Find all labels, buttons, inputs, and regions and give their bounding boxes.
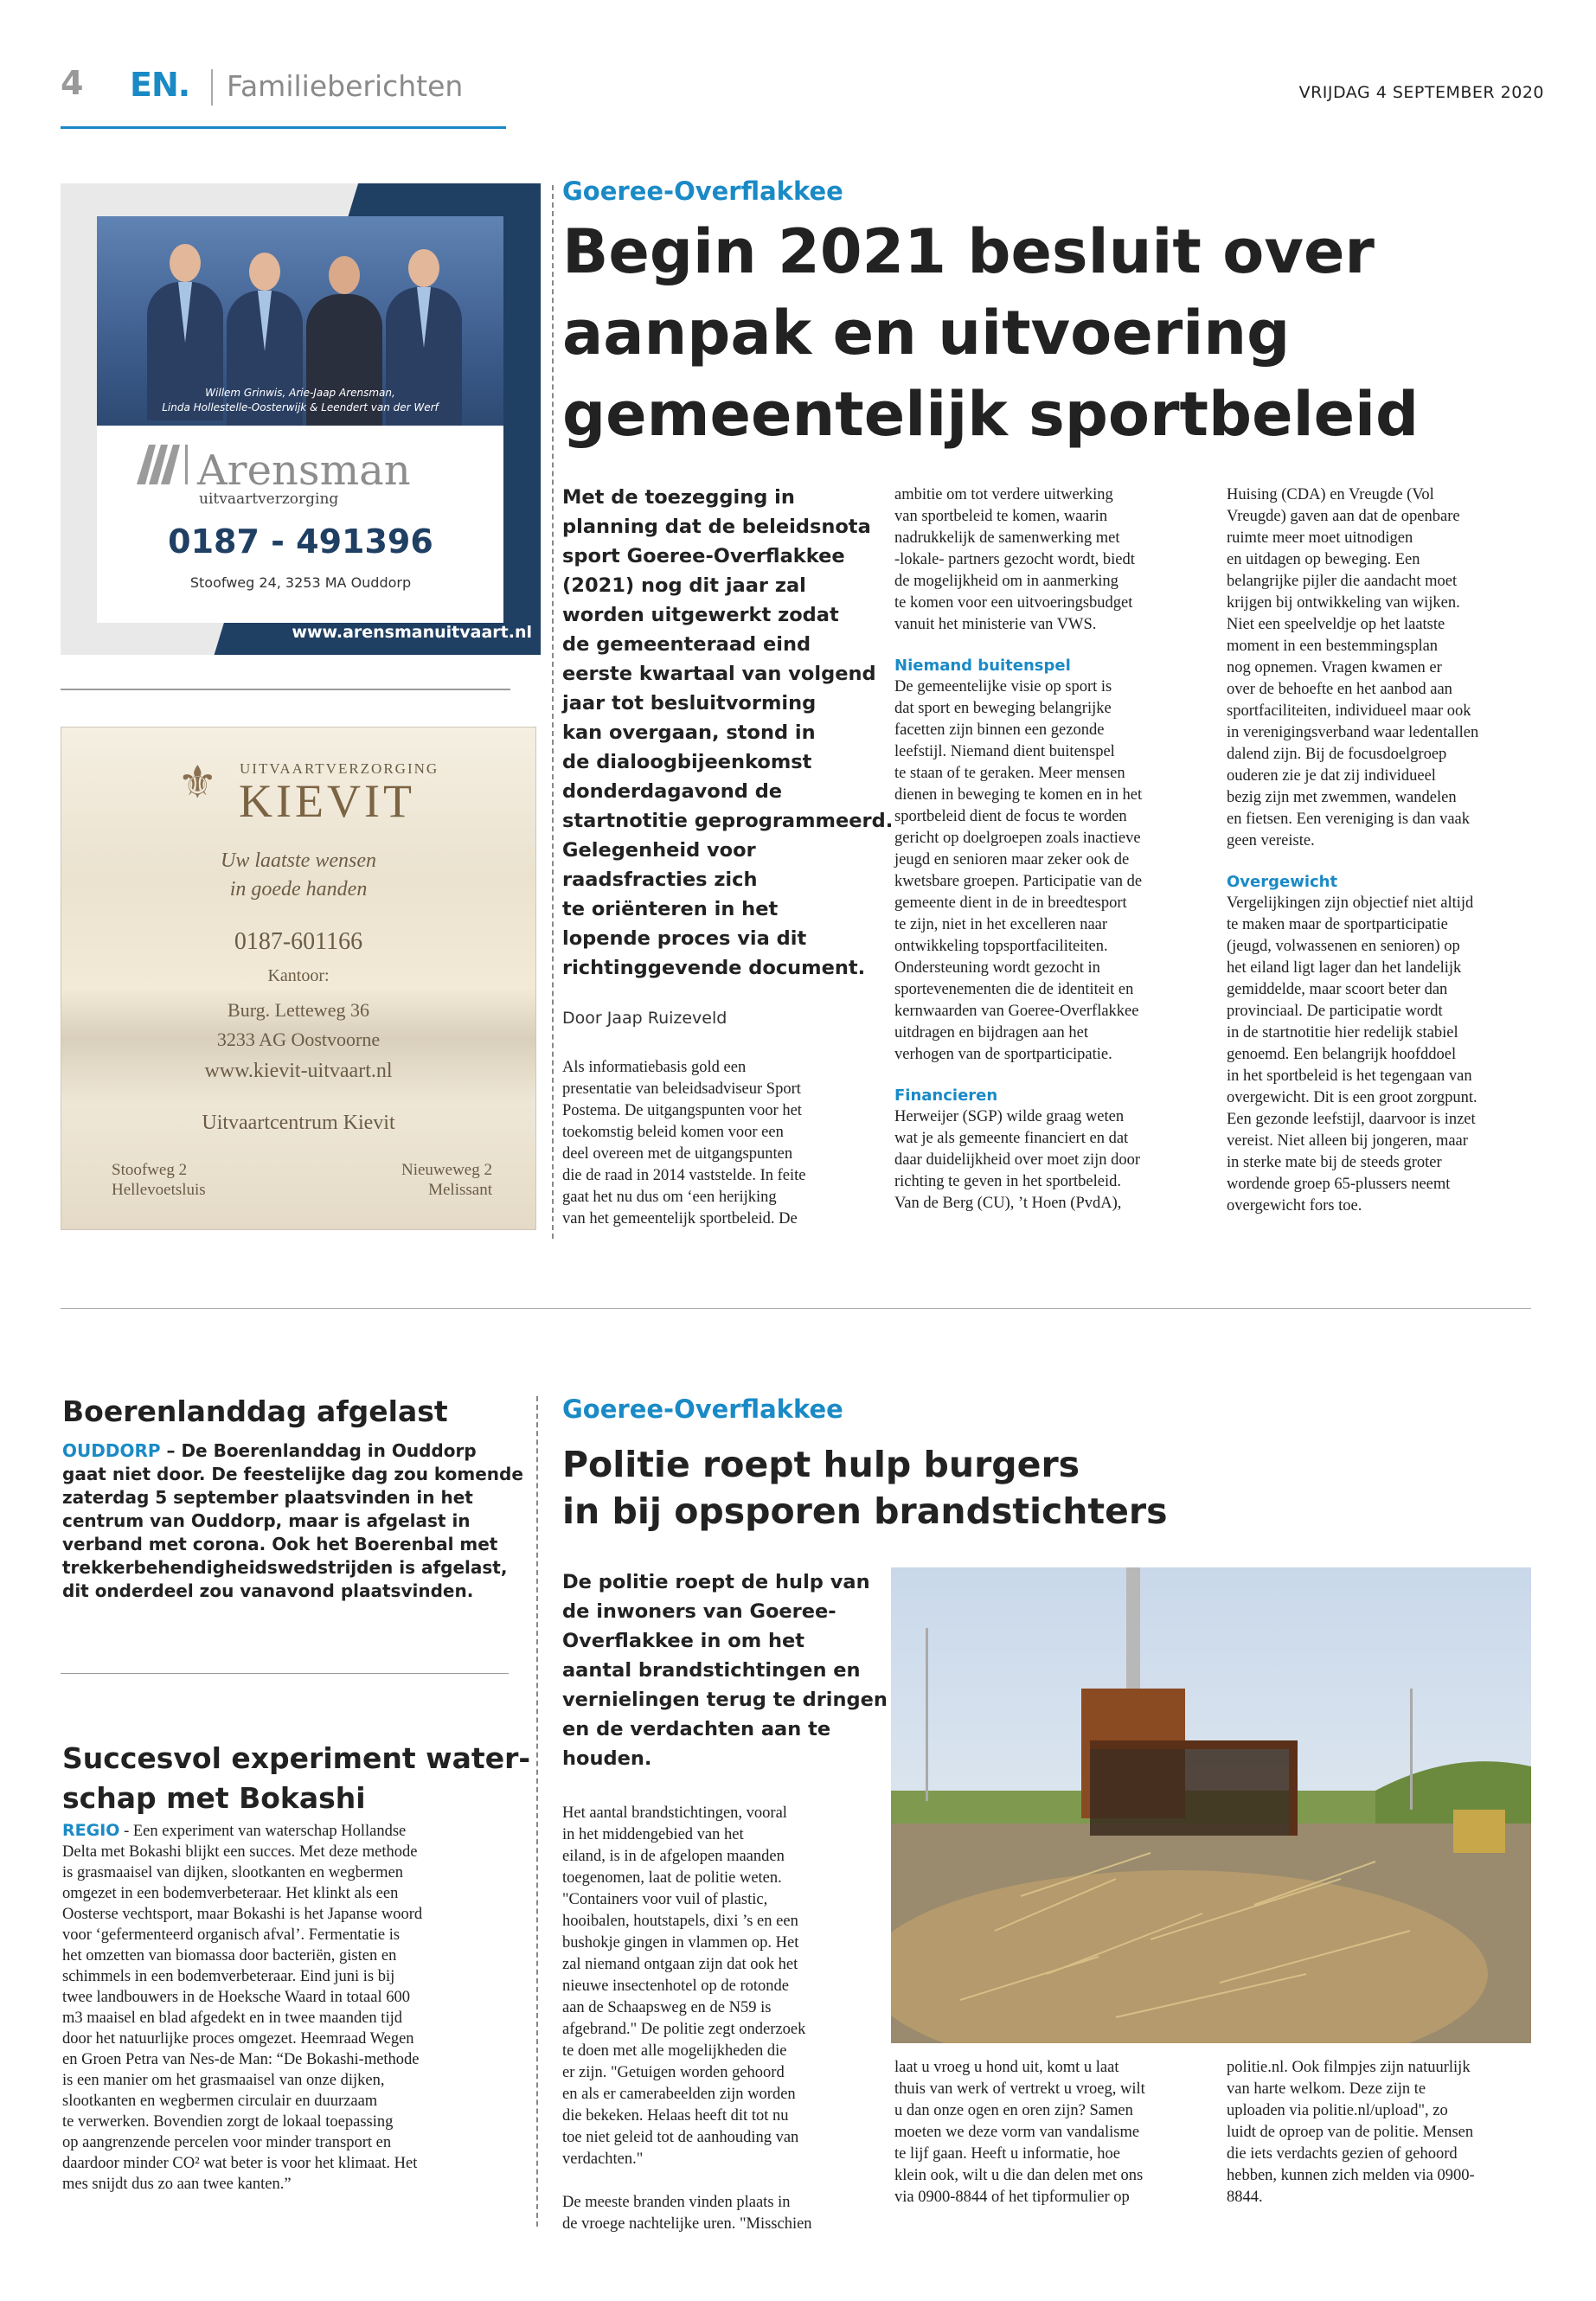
text-line: politie.nl. Ook filmpjes zijn natuurlijk bbox=[1227, 2059, 1471, 2076]
column-divider bbox=[552, 185, 554, 1239]
dateline: REGIO bbox=[62, 1821, 120, 1840]
text-line: toe niet geleid tot de aanhouding van bbox=[562, 2129, 799, 2146]
text-line: en Groen Petra van Nes-de Man: “De Bokashi-methode bbox=[62, 2051, 420, 2068]
text-line: Ondersteuning wordt gezocht in bbox=[894, 959, 1100, 977]
text-line: het omzetten van biomassa door bacteriën, gisten en bbox=[62, 1947, 397, 1965]
photo-illustration bbox=[891, 1567, 1531, 2043]
text-line: in het sportbeleid is het tegengaan van bbox=[1227, 1067, 1472, 1085]
text-line: deel overeen met de uitgangspunten bbox=[562, 1145, 793, 1163]
bokashi-title: Succesvol experiment water- schap met Bokashi bbox=[62, 1741, 531, 1815]
text-line: en als er camerabeelden zijn worden bbox=[562, 2086, 796, 2103]
text-line: ruimte meer moet uitnodigen bbox=[1227, 529, 1413, 547]
lead-line: en de verdachten aan te bbox=[562, 1718, 831, 1740]
text-line: te lijf gaan. Heeft u informatie, hoe bbox=[894, 2145, 1120, 2163]
text-line: op aangrenzende percelen voor minder transport en bbox=[62, 2134, 392, 2151]
text-line: u dan onze ogen en oren zijn? Samen bbox=[894, 2102, 1133, 2119]
article-byline: Door Jaap Ruizeveld bbox=[562, 1009, 727, 1028]
lead-line: raadsfracties zich bbox=[562, 868, 758, 891]
text-line: -lokale- partners gezocht wordt, biedt bbox=[894, 551, 1135, 568]
text-line: gaat niet door. De feestelijke dag zou komende bbox=[62, 1464, 523, 1484]
article-column-1 bbox=[562, 1057, 874, 1230]
lead-line: startnotitie geprogrammeerd. bbox=[562, 810, 894, 832]
text-line: zal niemand ontgaan zijn dat ook het bbox=[562, 1956, 798, 1973]
text-line: in verenigingsverband waar ledentallen bbox=[1227, 724, 1479, 741]
text-line: ambitie om tot verdere uitwerking bbox=[894, 486, 1113, 503]
text-line: slootkanten en wegbermen circulair en duurzaam bbox=[62, 2093, 378, 2110]
ad-website-link[interactable]: www.arensmanuitvaart.nl bbox=[292, 623, 532, 642]
text-line: verhogen van de sportparticipatie. bbox=[894, 1046, 1112, 1063]
text-line: omgezet in een bodemverbeteraar. Het klinkt als een bbox=[62, 1885, 399, 1902]
section-title: Familieberichten bbox=[227, 69, 464, 103]
text-line: klein ook, wilt u die dan delen met ons bbox=[894, 2167, 1144, 2184]
text-line: toekomstig beleid komen voor een bbox=[562, 1124, 784, 1141]
text-line: nieuwe insectenhotel op de rotonde bbox=[562, 1977, 789, 1995]
lead-line: lopende proces via dit bbox=[562, 927, 807, 950]
text-line: De meeste branden vinden plaats in bbox=[562, 2194, 791, 2211]
text-line: wordende groep 65-plussers neemt bbox=[1227, 1176, 1451, 1193]
text-line: te zijn, niet in het excelleren naar bbox=[894, 916, 1108, 933]
text-line: te maken maar de sportparticipatie bbox=[1227, 916, 1448, 933]
crest-icon: ⚜ bbox=[177, 759, 218, 808]
politie-column-3 bbox=[1227, 2057, 1547, 2208]
ad-super-title: UITVAARTVERZORGING bbox=[240, 760, 439, 777]
text-line: ontwikkeling topsportfaciliteiten. bbox=[894, 938, 1108, 955]
text-line: Herweijer (SGP) wilde graag weten bbox=[894, 1108, 1125, 1125]
arensman-advertisement bbox=[61, 183, 541, 655]
text-line: die de raad in 2014 vaststelde. In feite bbox=[562, 1167, 806, 1184]
text-line: bushokje gingen in vlammen op. Het bbox=[562, 1934, 799, 1952]
issue-date: VRIJDAG 4 SEPTEMBER 2020 bbox=[1298, 83, 1544, 102]
text-line: Van de Berg (CU), ’t Hoen (PvdA), bbox=[894, 1195, 1122, 1212]
text-line: toegenomen, laat de politie weten. bbox=[562, 1869, 782, 1887]
text-line: sportfaciliteiten, individueel maar ook bbox=[1227, 702, 1471, 720]
lead-line: aantal brandstichtingen en bbox=[562, 1659, 861, 1682]
text-line: hebben, kunnen zich melden via 0900- bbox=[1227, 2167, 1475, 2184]
article-column-3 bbox=[1227, 484, 1555, 1217]
text-line: die bekeken. Helaas heeft dit tot nu bbox=[562, 2107, 789, 2125]
bokashi-body: REGIO - Een experiment van waterschap Hollandse Delta met Bokashi blijkt een succes. Met deze methode is grasmaaisel van dijken, slootkanten en wegbermen omgezet in een bodemverbeteraar. Het klinkt als een Oosterse vechtsport, maar Bokashi is het Japanse woord voor ‘gefermenteerd organisch afval’. Fermentatie is het omzetten van biomassa door bacteriën, gisten en schimmels in een bodemverbeteraar. Eind juni is bij twee landbouwers in de Hoeksche Waard in totaal 600 m3 maaisel en blad afgedekt en in twee maanden tijd door het natuurlijke proces omgezet. Heemraad Wegen en Groen Petra van Nes-de Man: “De Bokashi-methode is een manier om het grasmaaisel van onze dijken, slootkanten en wegbermen circulair en duurzaam te verwerken. Bovendien zorgt de lokaal toepassing op aangrenzende percelen voor minder transport en daardoor minder CO² wat beter is voor het klimaat. Het mes snijdt dus zo aan twee kanten.” bbox=[62, 1820, 512, 2195]
politie-column-2 bbox=[894, 2057, 1206, 2208]
text-line: nog opnemen. Vragen kwamen er bbox=[1227, 659, 1442, 676]
lead-line: worden uitgewerkt zodat bbox=[562, 604, 839, 626]
text-line: Vergelijkingen zijn objectief niet altijd bbox=[1227, 894, 1474, 912]
text-line: 8844. bbox=[1227, 2189, 1263, 2206]
section-divider bbox=[61, 1308, 1531, 1309]
text-line: is grasmaaisel van dijken, slootkanten en wegbermen bbox=[62, 1864, 404, 1881]
text-line: gaat het nu dus om ‘een herijking bbox=[562, 1189, 777, 1206]
ad-phone: 0187 - 491396 bbox=[168, 522, 433, 561]
lead-line: de gemeenteraad eind bbox=[562, 633, 811, 656]
text-line: van harte welkom. Deze zijn te bbox=[1227, 2080, 1426, 2098]
text-line: Als informatiebasis gold een bbox=[562, 1059, 747, 1076]
article-lead bbox=[562, 483, 894, 983]
text-line: thuis van werk of vertrekt u vroeg, wilt bbox=[894, 2080, 1145, 2098]
text-line: daardoor minder CO² wat beter is voor het klimaat. Het bbox=[62, 2155, 418, 2172]
text-line: luidt de oproep van de politie. Mensen bbox=[1227, 2124, 1474, 2141]
text-line: Delta met Bokashi blijkt een succes. Met deze methode bbox=[62, 1843, 418, 1861]
lead-line: donderdagavond de bbox=[562, 780, 783, 803]
boerenlanddag-body: OUDDORP – De Boerenlanddag in Ouddorp gaat niet door. De feestelijke dag zou komende zaterdag 5 september plaatsvinden in het centrum van Ouddorp, maar is afgelast in verband met corona. Ook het Boerenbal met trekkerbehendigheidswedstrijden is afgelast, dit onderdeel zou vanavond plaatsvinden. bbox=[62, 1439, 529, 1603]
text-line: overgewicht fors toe. bbox=[1227, 1197, 1362, 1215]
text-line: te komen voor een uitvoeringsbudget bbox=[894, 594, 1133, 612]
lead-line: de dialoogbijeenkomst bbox=[562, 751, 812, 773]
text-line: verband met corona. Ook het Boerenbal met bbox=[62, 1534, 498, 1554]
text-line: zaterdag 5 september plaatsvinden in het bbox=[62, 1487, 473, 1508]
lead-line: kan overgaan, stond in bbox=[562, 721, 816, 744]
text-line: te doen met alle mogelijkheden die bbox=[562, 2042, 787, 2060]
text-line: via 0900-8844 of het tipformulier op bbox=[894, 2189, 1130, 2206]
lead-line: sport Goeree-Overflakkee bbox=[562, 545, 845, 567]
text-line: krijgen bij ontwikkeling van wijken. bbox=[1227, 594, 1460, 612]
subheading-financieren: Financieren bbox=[894, 1086, 998, 1105]
ad-address: Stoofweg 24, 3253 MA Ouddorp bbox=[189, 574, 412, 591]
text-line: sportevenementen die de identiteit en bbox=[894, 981, 1134, 998]
text-line: de mogelijkheid om in aanmerking bbox=[894, 573, 1118, 590]
kievit-advertisement bbox=[61, 727, 536, 1230]
subheading-overgewicht: Overgewicht bbox=[1227, 873, 1338, 891]
dateline: OUDDORP bbox=[62, 1440, 161, 1461]
header-rule bbox=[61, 126, 506, 129]
text-line: Oosterse vechtsport, maar Bokashi is het Japanse woord bbox=[62, 1906, 423, 1923]
text-line: Niet een speelveldje op het laatste bbox=[1227, 616, 1445, 633]
divider bbox=[61, 1673, 509, 1674]
text-line: hooibalen, houtstapels, dixi ’s en een bbox=[562, 1913, 798, 1930]
team-photo bbox=[97, 216, 503, 426]
text-line: uitdragen en bijdragen aan het bbox=[894, 1024, 1088, 1042]
text-line: dalend zijn. Bij de focusdoelgroep bbox=[1227, 746, 1447, 763]
text-line: van sportbeleid te komen, waarin bbox=[894, 508, 1108, 525]
text-line: trekkerbehendigheidswedstrijden is afgelast, bbox=[62, 1557, 508, 1578]
text-line: Een gezonde leefstijl, daarvoor is inzet bbox=[1227, 1111, 1476, 1128]
ad-street: Burg. Letteweg 36 bbox=[228, 999, 369, 1021]
subheading-niemand: Niemand buitenspel bbox=[894, 657, 1071, 675]
arensman-logo-icon bbox=[137, 443, 194, 486]
article-headline: Begin 2021 besluit over aanpak en uitvoering gemeentelijk sportbeleid bbox=[562, 216, 1420, 450]
politie-column-1 bbox=[562, 1803, 874, 2235]
text-line: kernwaarden van Goeree-Overflakkee bbox=[894, 1003, 1139, 1020]
text-line: Postema. De uitgangspunten voor het bbox=[562, 1102, 802, 1119]
politie-headline: Politie roept hulp burgers in bij opsporen brandstichters bbox=[562, 1444, 1168, 1532]
lead-line: eerste kwartaal van volgend bbox=[562, 663, 876, 685]
text-line: geen vereiste. bbox=[1227, 832, 1315, 849]
text-line: afgebrand." De politie zegt onderzoek bbox=[562, 2021, 806, 2038]
text-line: richting te geven in het sportbeleid. bbox=[894, 1173, 1122, 1190]
text-line: laat u vroeg u hond uit, komt u laat bbox=[894, 2059, 1119, 2076]
text-line: te staan of te geraken. Meer mensen bbox=[894, 765, 1125, 782]
text-line: over de behoefte en het aanbod aan bbox=[1227, 681, 1452, 698]
text-line: jeugd en senioren maar zeker ook de bbox=[894, 851, 1130, 868]
ad-company-subtitle: uitvaartverzorging bbox=[199, 490, 339, 508]
text-line: belangrijke pijler die aandacht moet bbox=[1227, 573, 1458, 590]
text-line: (jeugd, volwassenen en senioren) op bbox=[1227, 938, 1460, 955]
text-line: vanuit het ministerie van VWS. bbox=[894, 616, 1097, 633]
text-line: vereist. Niet alleen bij jongeren, maar bbox=[1227, 1132, 1468, 1150]
page-number: 4 bbox=[61, 64, 84, 102]
photo-caption: Willem Grinwis, Arie-Jaap Arensman, Linda Hollestelle-Oosterwijk & Leendert van der Werf bbox=[162, 387, 439, 413]
text-line: daar duidelijkheid over moet zijn door bbox=[894, 1151, 1141, 1169]
text-line: overgewicht. Dit is een groot zorgpunt. bbox=[1227, 1089, 1477, 1106]
text-line: en uitdagen op beweging. Een bbox=[1227, 551, 1420, 568]
lead-line: de inwoners van Goeree- bbox=[562, 1600, 836, 1623]
article-kicker: Goeree-Overflakkee bbox=[562, 1394, 843, 1424]
text-line: bezig zijn met zwemmen, wandelen bbox=[1227, 789, 1457, 806]
politie-lead bbox=[562, 1567, 888, 1773]
article-kicker: Goeree-Overflakkee bbox=[562, 176, 843, 206]
text-line: verdachten." bbox=[562, 2150, 644, 2168]
text-line: genoemd. Een belangrijk hoofddoel bbox=[1227, 1046, 1457, 1063]
text-line: centrum van Ouddorp, maar is afgelast in bbox=[62, 1510, 471, 1531]
lead-line: te oriënteren in het bbox=[562, 898, 779, 920]
text-line: dat sport en beweging belangrijke bbox=[894, 700, 1112, 717]
text-line: door het natuurlijke proces omgezet. Heemraad Wegen bbox=[62, 2030, 414, 2048]
text-line: in sterke mate bij de steeds groter bbox=[1227, 1154, 1442, 1171]
ad-location-right: Nieuweweg 2 Melissant bbox=[401, 1161, 492, 1199]
ad-centre-name: Uitvaartcentrum Kievit bbox=[202, 1112, 395, 1134]
text-line: twee landbouwers in de Hoeksche Waard in totaal 600 bbox=[62, 1989, 410, 2006]
text-line: kwetsbare groepen. Participatie van de bbox=[894, 873, 1143, 890]
text-line: ouderen zie je dat zij individueel bbox=[1227, 767, 1436, 785]
boerenlanddag-title: Boerenlanddag afgelast bbox=[62, 1394, 448, 1428]
lead-line: planning dat de beleidsnota bbox=[562, 516, 871, 538]
ad-location-left: Stoofweg 2 Hellevoetsluis bbox=[112, 1161, 206, 1199]
text-line: in het middengebied van het bbox=[562, 1826, 744, 1843]
text-line: Het aantal brandstichtingen, vooral bbox=[562, 1804, 787, 1822]
text-line: sportbeleid dient de focus te worden bbox=[894, 808, 1127, 825]
text-line: van het gemeentelijk sportbeleid. De bbox=[562, 1210, 798, 1227]
text-line: uploaden via politie.nl/upload", zo bbox=[1227, 2102, 1448, 2119]
lead-line: jaar tot besluitvorming bbox=[562, 692, 817, 715]
column-divider bbox=[536, 1396, 538, 2227]
text-line: facetten zijn binnen een gezonde bbox=[894, 721, 1105, 739]
text-line: leefstijl. Niemand dient buitenspel bbox=[894, 743, 1115, 760]
text-line: moment in een bestemmingsplan bbox=[1227, 638, 1439, 655]
text-line: dienen in beweging te komen en in het bbox=[894, 786, 1143, 804]
text-line: Huising (CDA) en Vreugde (Vol bbox=[1227, 486, 1434, 503]
text-line: er zijn. "Getuigen worden gehoord bbox=[562, 2064, 785, 2081]
burnt-insect-hotel-photo bbox=[891, 1567, 1531, 2043]
header-separator bbox=[211, 69, 213, 106]
ad-company-name: Arensman bbox=[197, 446, 411, 495]
text-line: te verwerken. Bovendien zorgt de lokaal toepassing bbox=[62, 2113, 394, 2131]
text-line: voor ‘gefermenteerd organisch afval’. Fermentatie is bbox=[62, 1926, 401, 1944]
lead-line: Overflakkee in om het bbox=[562, 1630, 805, 1652]
text-line: provinciaal. De participatie wordt bbox=[1227, 1003, 1443, 1020]
text-line: "Containers voor vuil of plastic, bbox=[562, 1891, 768, 1908]
text-line: gemeente dient in de in breedtesport bbox=[894, 894, 1127, 912]
ad-slogan: Uw laatste wensen in goede handen bbox=[221, 849, 376, 901]
newspaper-logo: EN. bbox=[130, 66, 190, 104]
text-line: eiland, is in de afgelopen maanden bbox=[562, 1848, 785, 1865]
lead-line: richtinggevende document. bbox=[562, 957, 866, 979]
text-line: De gemeentelijke visie op sport is bbox=[894, 678, 1112, 695]
article-column-2 bbox=[894, 484, 1215, 1215]
text-line: aan de Schaapsweg en de N59 is bbox=[562, 1999, 772, 2016]
lead-line: Gelegenheid voor bbox=[562, 839, 756, 862]
text-line: nadrukkelijk de samenwerking met bbox=[894, 529, 1120, 547]
text-line: dit onderdeel zou vanavond plaatsvinden. bbox=[62, 1580, 474, 1601]
lead-line: houden. bbox=[562, 1747, 652, 1770]
lead-line: Met de toezegging in bbox=[562, 486, 795, 509]
text-line: schimmels in een bodemverbeteraar. Eind juni is bij bbox=[62, 1968, 395, 1985]
ad-office-label: Kantoor: bbox=[267, 966, 330, 985]
text-line: de vroege nachtelijke uren. "Misschien bbox=[562, 2215, 812, 2233]
text-line: die iets verdachts gezien of gehoord bbox=[1227, 2145, 1458, 2163]
lead-line: vernielingen terug te dringen bbox=[562, 1689, 888, 1711]
text-line: mes snijdt dus zo aan twee kanten.” bbox=[62, 2176, 292, 2193]
ad-website-link[interactable]: www.kievit-uitvaart.nl bbox=[204, 1060, 393, 1082]
divider bbox=[61, 689, 510, 690]
text-line: presentatie van beleidsadviseur Sport bbox=[562, 1080, 801, 1098]
text-line: Vreugde) gaven aan dat de openbare bbox=[1227, 508, 1460, 525]
ad-phone: 0187-601166 bbox=[234, 928, 363, 955]
text-line: m3 maaisel en blad afgedekt en in twee maanden tijd bbox=[62, 2009, 402, 2027]
text-line: gericht op doelgroepen zoals inactieve bbox=[894, 830, 1141, 847]
text-line: gemiddelde, maar scoort beter dan bbox=[1227, 981, 1448, 998]
text-line: en fietsen. Een vereniging is dan vaak bbox=[1227, 811, 1470, 828]
text-line: in de startnotitie hier redelijk stabiel bbox=[1227, 1024, 1458, 1042]
text-line: moeten we deze vorm van vandalisme bbox=[894, 2124, 1140, 2141]
text-line: het eiland ligt lager dan het landelijk bbox=[1227, 959, 1462, 977]
ad-company-name: KIEVIT bbox=[239, 775, 415, 827]
lead-line: De politie roept de hulp van bbox=[562, 1571, 870, 1593]
text-line: is een manier om het grasmaaisel van onze dijken, bbox=[62, 2072, 385, 2089]
text-line: wat je als gemeente financiert en dat bbox=[894, 1130, 1129, 1147]
lead-line: (2021) nog dit jaar zal bbox=[562, 574, 806, 597]
ad-city: 3233 AG Oostvoorne bbox=[216, 1029, 381, 1050]
